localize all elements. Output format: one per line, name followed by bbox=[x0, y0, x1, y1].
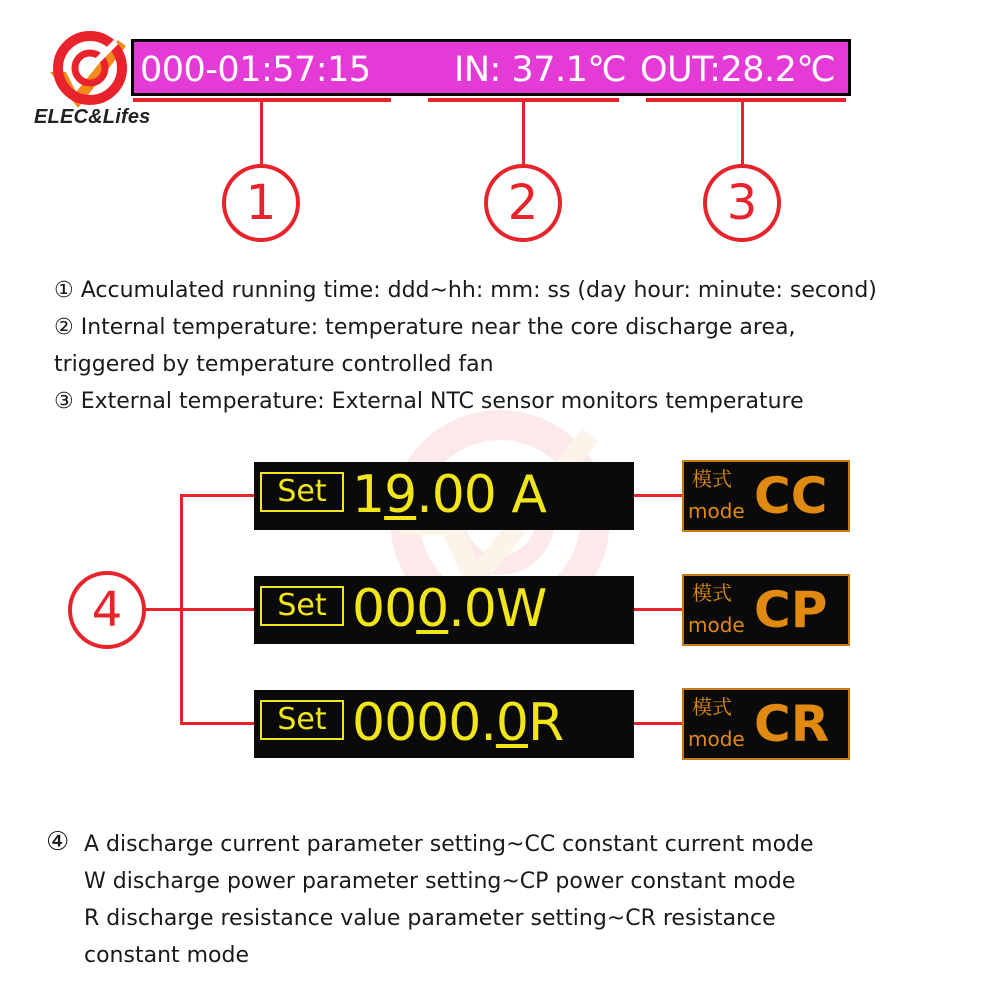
desc-internal-temp-cont: triggered by temperature controlled fan bbox=[54, 352, 494, 377]
mode-label-en: mode bbox=[688, 499, 745, 523]
set-value-power: 000.0W bbox=[352, 579, 547, 639]
mode-label-zh: 模式 bbox=[692, 581, 732, 605]
desc-external-temp: ③ External temperature: External NTC sensor monitors temperature bbox=[54, 389, 804, 414]
callout-3: 3 bbox=[703, 164, 781, 242]
set-value-resistance: 0000.0R bbox=[352, 693, 564, 753]
internal-temp-readout: IN: 37.1℃ bbox=[454, 50, 627, 90]
mode-code-cp: CP bbox=[754, 581, 828, 639]
set-value-current: 19.00 A bbox=[352, 465, 546, 525]
mode-connector-cp bbox=[634, 608, 682, 611]
out-temp-underline bbox=[646, 98, 846, 102]
mode-panel-cc bbox=[682, 460, 850, 532]
leader-line-1 bbox=[260, 100, 263, 164]
mode-label-en: mode bbox=[688, 727, 745, 751]
brand-logo-text: ELEC&Lifes bbox=[34, 106, 151, 128]
mode-label-zh: 模式 bbox=[692, 467, 732, 491]
connector-row-cp bbox=[180, 608, 254, 611]
mode-panel-cr bbox=[682, 688, 850, 760]
connector-row-cr bbox=[180, 722, 254, 725]
mode-code-cc: CC bbox=[754, 467, 828, 525]
running-time-readout: 000-01:57:15 bbox=[140, 50, 371, 90]
desc-mode-cp: W discharge power parameter setting~CP power constant mode bbox=[84, 869, 796, 894]
status-bar-display bbox=[131, 39, 851, 96]
connector-4-stem bbox=[146, 608, 182, 611]
brand-logo-icon bbox=[36, 22, 132, 118]
desc-internal-temp: ② Internal temperature: temperature near the core discharge area, bbox=[54, 315, 796, 340]
mode-code-cr: CR bbox=[754, 695, 830, 753]
mode-panel-cp bbox=[682, 574, 850, 646]
desc-mode-marker: ④ bbox=[46, 827, 70, 857]
mode-connector-cr bbox=[634, 722, 682, 725]
desc-running-time: ① Accumulated running time: ddd~hh: mm: ss (day hour: minute: second) bbox=[54, 278, 877, 303]
desc-mode-cr: R discharge resistance value parameter setting~CR resistance bbox=[84, 906, 776, 931]
mode-label-zh: 模式 bbox=[692, 695, 732, 719]
mode-connector-cc bbox=[634, 494, 682, 497]
desc-mode-cc: A discharge current parameter setting~CC constant current mode bbox=[84, 832, 814, 857]
set-label: Set bbox=[260, 586, 344, 626]
set-label: Set bbox=[260, 700, 344, 740]
set-panel-cp bbox=[254, 576, 634, 644]
set-label: Set bbox=[260, 472, 344, 512]
connector-row-cc bbox=[180, 494, 254, 497]
leader-line-3 bbox=[741, 100, 744, 164]
set-panel-cc bbox=[254, 462, 634, 530]
leader-line-2 bbox=[522, 100, 525, 164]
callout-1: 1 bbox=[222, 164, 300, 242]
external-temp-readout: OUT:28.2℃ bbox=[640, 50, 836, 90]
callout-4: 4 bbox=[68, 571, 146, 649]
callout-2: 2 bbox=[484, 164, 562, 242]
desc-mode-cr-cont: constant mode bbox=[84, 943, 250, 968]
mode-label-en: mode bbox=[688, 613, 745, 637]
set-panel-cr bbox=[254, 690, 634, 758]
